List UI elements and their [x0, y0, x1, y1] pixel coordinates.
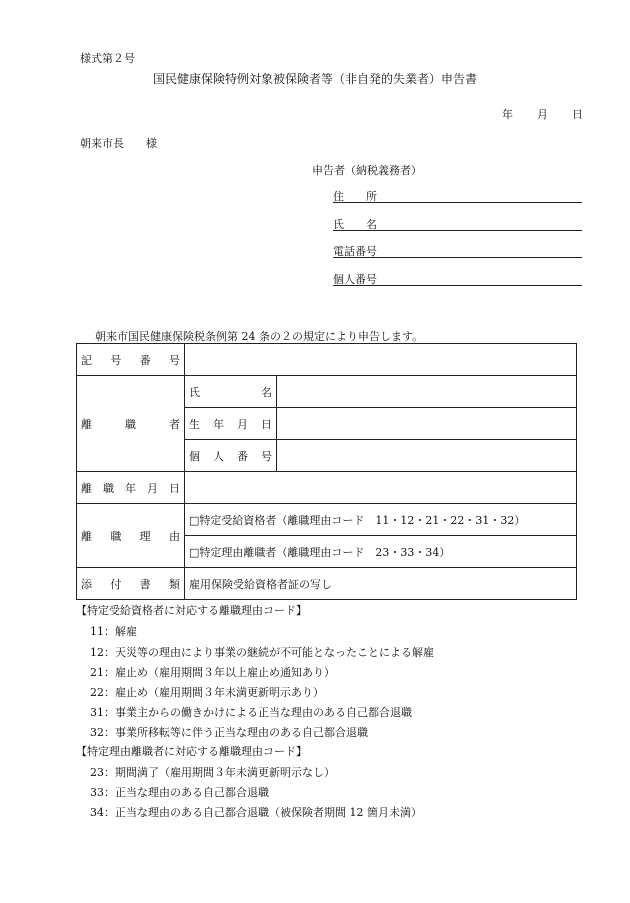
label-char: 日 [261, 417, 272, 431]
name-label: 氏 名 [333, 218, 377, 231]
list-item: 33：正当な理由のある自己都合退職 [90, 786, 269, 799]
birthdate-cell[interactable] [277, 408, 577, 440]
table-row [77, 568, 577, 600]
label-char: 号 [110, 353, 122, 367]
person-number-label [185, 440, 277, 472]
date-day-label: 日 [572, 108, 583, 121]
intro-text: 朝来市国民健康保険税条例第 24 条の２の規定により申告します。 [95, 330, 424, 343]
addressee: 朝来市長 様 [80, 137, 157, 150]
spread-text [81, 576, 180, 592]
label-char: 者 [169, 417, 180, 431]
label-char: 書 [139, 577, 151, 591]
label-char: 離 [81, 481, 92, 495]
list-item: 31：事業主からの働きかけによる正当な理由のある自己都合退職 [90, 706, 412, 719]
document-title: 国民健康保険特例対象被保険者等（非自発的失業者）申告書 [152, 72, 477, 86]
label-char: 年 [125, 481, 136, 495]
list-item: 34：正当な理由のある自己都合退職（被保険者期間 12 箇月未満） [90, 806, 422, 819]
legend-heading-1: 【特定受給資格者に対応する離職理由コード】 [76, 604, 307, 617]
reason-option-2[interactable]: □特定理由離職者（離職理由コード 23・33・34） [185, 536, 577, 568]
declaration-table [76, 343, 577, 600]
label-char: 離 [81, 529, 92, 543]
label-char: 由 [168, 529, 180, 543]
list-item: 23：期間満了（雇用期間３年未満更新明示なし） [90, 766, 335, 779]
list-item: 22：雇止め（雇用期間３年未満更新明示あり） [90, 686, 324, 699]
record-number-cell[interactable] [185, 344, 577, 376]
spread-text [189, 448, 272, 464]
spread-text [81, 480, 180, 496]
table-row [77, 344, 577, 376]
label-char: 月 [147, 481, 158, 495]
reason-option-1[interactable]: □特定受給資格者（離職理由コード 11・12・21・22・31・32） [185, 504, 577, 536]
label-char: 職 [110, 529, 122, 543]
spread-text [81, 352, 180, 368]
label-char: 氏 [189, 385, 200, 399]
label-char: 番 [237, 449, 248, 463]
label-char: 生 [189, 417, 200, 431]
person-number-cell[interactable] [277, 440, 577, 472]
spread-text [81, 528, 180, 544]
list-item: 12：天災等の理由により事業の継続が不可能となったことによる解雇 [90, 646, 434, 659]
label-char: 年 [213, 417, 224, 431]
separation-date-label [77, 472, 185, 504]
label-char: 号 [168, 353, 180, 367]
label-char: 職 [125, 417, 136, 431]
separation-reason-label [77, 504, 185, 568]
phone-label: 電話番号 [333, 245, 377, 258]
attachment-value: 雇用保険受給資格者証の写し [185, 568, 577, 600]
label-char: 付 [110, 577, 122, 591]
separated-person-label [77, 376, 185, 472]
label-char: 月 [237, 417, 248, 431]
table-row [77, 472, 577, 504]
label-char: 日 [169, 481, 180, 495]
list-item: 21：雇止め（雇用期間３年以上雇止め通知あり） [90, 666, 335, 679]
date-year-label: 年 [502, 108, 513, 121]
table-row [77, 504, 577, 536]
label-char: 名 [261, 385, 272, 399]
address-field[interactable] [333, 188, 582, 203]
label-char: 職 [103, 481, 114, 495]
person-name-cell[interactable] [277, 376, 577, 408]
date-month-label: 月 [537, 108, 548, 121]
personal-number-field[interactable] [333, 271, 582, 286]
list-item: 11：解雇 [90, 625, 137, 638]
attachment-label [77, 568, 185, 600]
label-char: 号 [261, 449, 272, 463]
record-number-label [77, 344, 185, 376]
spread-text [81, 416, 180, 432]
separation-date-cell[interactable] [185, 472, 577, 504]
phone-field[interactable] [333, 243, 582, 258]
label-char: 記 [81, 353, 92, 367]
label-char: 個 [189, 449, 200, 463]
personal-number-label: 個人番号 [333, 273, 377, 286]
label-char: 人 [213, 449, 224, 463]
birthdate-label [185, 408, 277, 440]
table-row [77, 376, 577, 408]
label-char: 類 [168, 577, 180, 591]
name-field[interactable] [333, 216, 582, 231]
label-char: 番 [139, 353, 151, 367]
legend-heading-2: 【特定理由離職者に対応する離職理由コード】 [76, 745, 307, 758]
list-item: 32：事業所移転等に伴う正当な理由のある自己都合退職 [90, 726, 368, 739]
address-label: 住 所 [333, 190, 377, 203]
form-number: 様式第２号 [80, 52, 135, 65]
spread-text [189, 416, 272, 432]
label-char: 添 [81, 577, 92, 591]
person-name-label [185, 376, 277, 408]
applicant-heading: 申告者（納税義務者） [312, 164, 422, 177]
label-char: 理 [139, 529, 151, 543]
spread-text [189, 384, 272, 400]
label-char: 離 [81, 417, 92, 431]
